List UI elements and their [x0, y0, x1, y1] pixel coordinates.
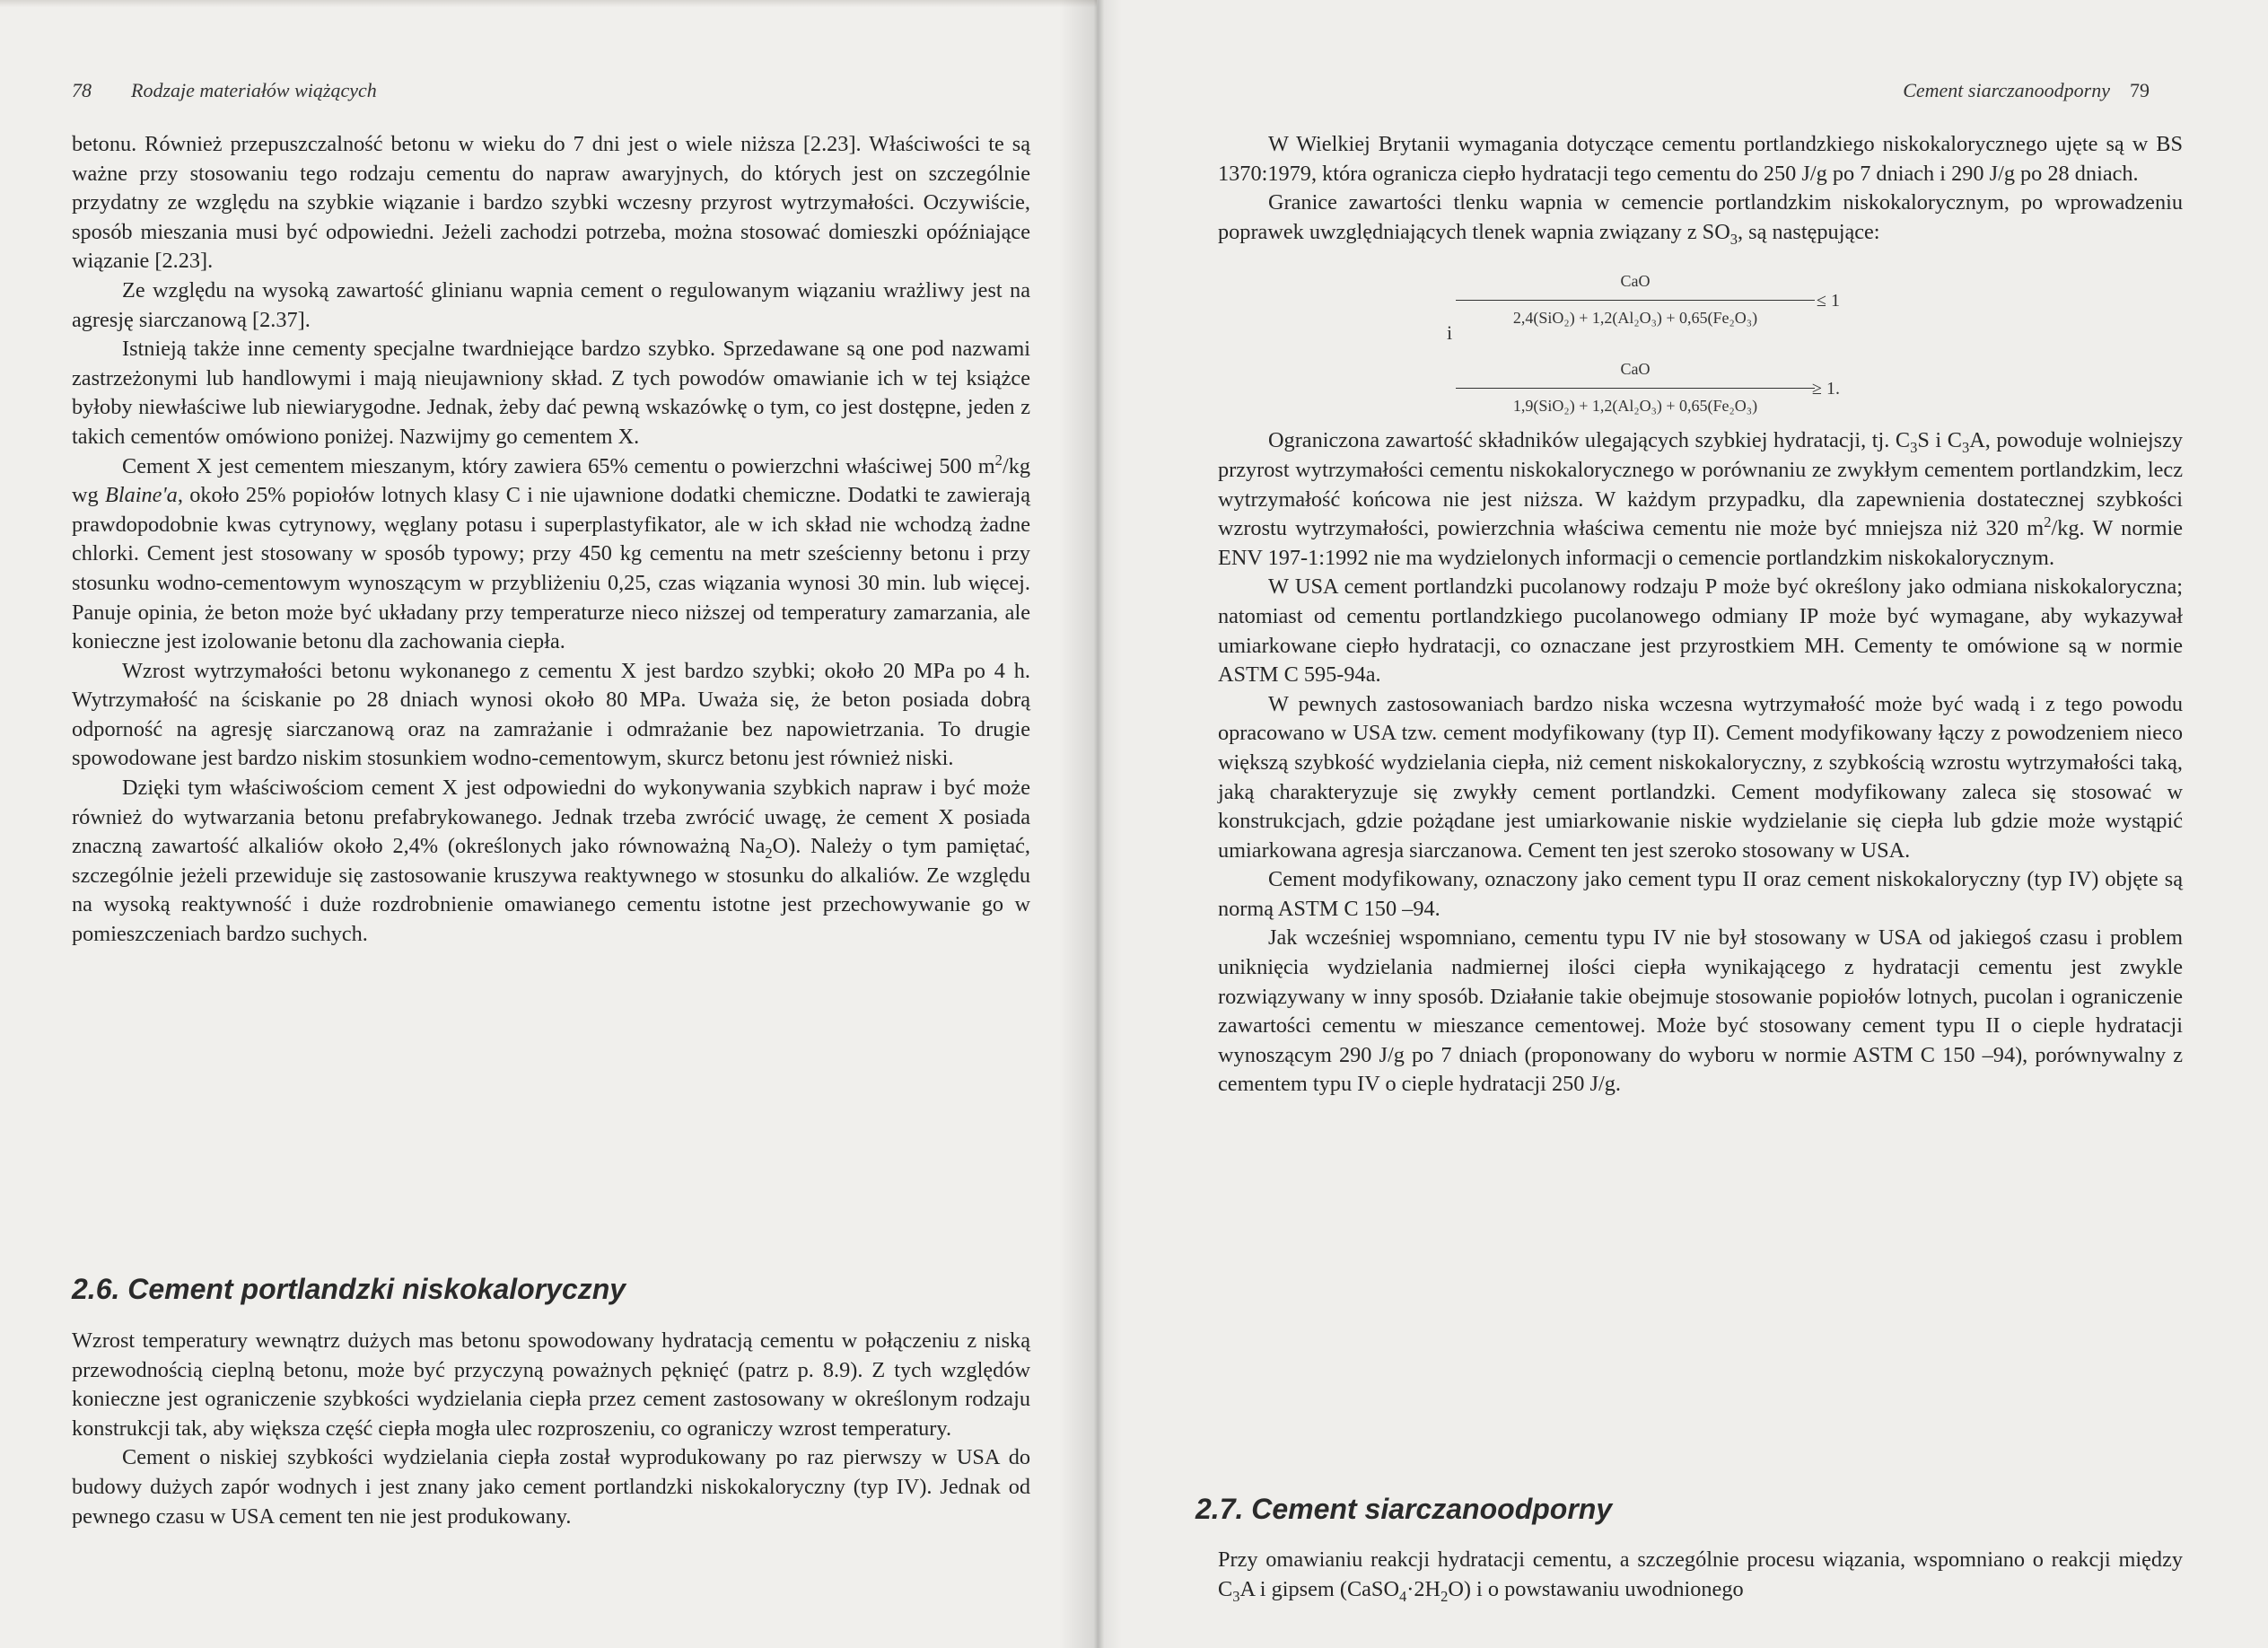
running-head-left [72, 79, 377, 102]
running-head-title-left: Rodzaje materiałów wiążących [131, 79, 377, 101]
right-body-text [1218, 130, 2183, 1100]
paragraph: Istnieją także inne cementy specjalne twardniejące bardzo szybko. Sprzedawane są one pod nazwami zastrzeżonymi lub handlowymi i mają nieujawniony skład. Z tych powodów omawianie ich w tej książce byłoby niewłaściwe lub niewiarygodne. Jednak, żeby dać pewną wskazówkę o tym, co jest dostępne, jeden z takich cementów omówiono poniżej. Nazwijmy go cementem X. [72, 337, 1030, 449]
paragraph: W USA cement portlandzki pucolanowy rodzaju P może być określony jako odmiana niskokaloryczna; natomiast od cementu portlandzkiego pucolanowego odmiany IP może być wymagane, aby wykazywał umiarkowane ciepło hydratacji, co oznaczane jest przyrostkiem MH. Cementy te omówione są w normie ASTM C 595-94a. [1218, 574, 2183, 688]
right-page [1097, 0, 2268, 1648]
formula-denominator: 1,9(SiO₂) + 1,2(Al₂O₃) + 0,65(Fe₂O₃) [1456, 388, 1815, 421]
paragraph: betonu. Również przepuszczalność betonu w wieku do 7 dni jest o wiele niższa [2.23]. Właściwości te są ważne przy stosowaniu tego rodzaju cementu do napraw awaryjnych, do których jest on szczególnie przydatny ze względu na szybkie wiązanie i bardzo szybki wczesny przyrost wytrzymałości. Oczywiście, sposób mieszania musi być odpowiedni. Jeżeli zachodzi potrzeba, można stosować domieszki opóźniające wiązanie [2.23]. [72, 132, 1030, 274]
paragraph: Ze względu na wysoką zawartość glinianu wapnia cement o regulowanym wiązaniu wrażliwy jest na agresję siarczanową [2.37]. [72, 277, 1030, 332]
formula-numerator: CaO [1620, 360, 1651, 379]
formula-fraction-1 [1456, 267, 1840, 332]
page-number-right: 79 [2130, 79, 2150, 101]
formula-block [1218, 247, 2183, 426]
running-head-title-right: Cement siarczanoodporny [1903, 79, 2110, 101]
paragraph: Cement modyfikowany, oznaczony jako cement typu II oraz cement niskokaloryczny (typ IV) objęte są normą ASTM C 150 –94. [1218, 867, 2183, 921]
formula-denominator: 2,4(SiO₂) + 1,2(Al₂O₃) + 0,65(Fe₂O₃) [1456, 300, 1815, 333]
paragraph: Jak wcześniej wspomniano, cementu typu IV nie był stosowany w USA od jakiegoś czasu i problem uniknięcia wydzielania nadmiernej ilości ciepła wynikającego z hydratacji cementu jest zwykle rozwiązywany w inny sposób. Działanie takie obejmuje stosowanie popiołów lotnych, pucolan i ograniczenie zawartości cementu w mieszance cementowej. Może być stosowany cement typu II o cieple hydratacji wynoszącym 290 J/g po 7 dniach (proponowany do wyboru w normie ASTM C 150 –94), porównywalny z cementem typu IV o cieple hydratacji 250 J/g. [1218, 925, 2183, 1097]
paragraph-alkali: Dzięki tym właściwościom cement X jest odpowiedni do wykonywania szybkich napraw i być może również do wytwarzania betonu prefabrykowanego. Jednak trzeba zwrócić uwagę, że cement X posiada znaczną zawartość alkaliów około 2,4% (określonych jako równoważną $Na_2O$). Należy o tym pamiętać, szczególnie jeżeli przewiduje się zastosowanie kruszywa reaktywnego w stosunku do alkaliów. Ze względu na wysoką reaktywność i duże rozdrobnienie omawianego cementu istotne jest przechowywanie go w pomieszczeniach bardzo suchych. [72, 776, 1030, 947]
paragraph-limited: Ograniczona zawartość składników ulegających szybkiej hydratacji, tj. $C_3S$ i $C_3A$, powoduje wolniejszy przyrost wytrzymałości cementu niskokalorycznego w porównaniu ze zwykłym cementem portlandzkim, lecz wytrzymałość końcowa nie jest niższa. W każdym przypadku, dla zapewnienia dostatecznej szybkości wzrostu wytrzymałości, powierzchnia właściwa cementu nie może być mniejsza niż 320 $m^2/kg$. W normie ENV 197-1:1992 nie ma wydzielonych informacji o cemencie portlandzkim niskokalorycznym. [1218, 428, 2184, 570]
paragraph: Cement o niskiej szybkości wydzielania ciepła został wyprodukowany po raz pierwszy w USA do budowy dużych zapór wodnych i jest znany jako cement portlandzki niskokaloryczny (typ IV). Jednak od pewnego czasu w USA cement ten nie jest produkowany. [72, 1445, 1030, 1529]
formula-relation: ≤ 1 [1817, 291, 1840, 311]
paragraph: W Wielkiej Brytanii wymagania dotyczące cementu portlandzkiego niskokalorycznego ujęte są w BS 1370:1979, która ogranicza ciepło hydratacji tego cementu do 250 J/g po 7 dniach i 290 J/g po 28 dniach. [1218, 132, 2183, 186]
paragraph: Wzrost wytrzymałości betonu wykonanego z cementu X jest bardzo szybki; około 20 MPa po 4 h. Wytrzymałość na ściskanie po 28 dniach wynosi około 80 MPa. Uważa się, że beton posiada dobrą odporność na agresję siarczanową oraz na zamrażanie i odmrażanie bez napowietrzania. To drugie spowodowane jest bardzo niskim stosunkiem wodno-cementowym, skurcz betonu jest również niski. [72, 658, 1030, 771]
left-section-text [72, 1327, 1030, 1531]
running-head-right [1903, 79, 2169, 102]
formula-relation: ≥ 1. [1812, 379, 1840, 399]
formula-conjunction: i [1447, 321, 1453, 345]
page-top-edge [0, 0, 1097, 7]
paragraph: Wzrost temperatury wewnątrz dużych mas betonu spowodowany hydratacją cementu w połączeniu z niską przewodnością cieplną betonu, może być przyczyną poważnych pęknięć (patrz p. 8.9). Z tych względów konieczne jest ograniczenie szybkości wydzielania ciepła przez cement zastosowany w określonym rodzaju konstrukcji tak, aby większa część ciepła mogła ulec rozproszeniu, co ograniczy wzrost temperatury. [72, 1328, 1030, 1441]
paragraph-cement-x: Cement X jest cementem mieszanym, który zawiera 65% cementu o powierzchni właściwej 500 $m^2/kg$ wg Blaine'a, około 25% popiołów lotnych klasy C i nie ujawnione dodatki chemiczne. Dodatki te zawierają prawdopodobnie kwas cytrynowy, węglany potasu i superplastyfikator, ale w ich skład nie wchodzą żadne chlorki. Cement jest stosowany w sposób typowy; przy 450 kg cementu na metr sześcienny betonu i przy stosunku wodno-cementowym wynoszącym w przybliżeniu 0,25, czas wiązania wynosi 30 min. lub więcej. Panuje opinia, że beton może być układany przy temperaturze nieco niższej od temperatury zamarzania, ale konieczne jest izolowanie betonu dla zachowania ciepła. [72, 451, 1030, 654]
right-section-text [1218, 1546, 2183, 1604]
section-heading-2-6: 2.6. Cement portlandzki niskokaloryczny [72, 1273, 626, 1305]
paragraph-last: Przy omawianiu reakcji hydratacji cementu, a szczególnie procesu wiązania, wspomniano o reakcji między $C_3A$ i gipsem $(CaSO_4\cdot 2H_2O)$ i o powstawaniu uwodnionego [1218, 1547, 2183, 1605]
section-heading-2-7: 2.7. Cement siarczanoodporny [1195, 1493, 1613, 1525]
left-page [0, 0, 1097, 1648]
formula-numerator: CaO [1620, 272, 1651, 291]
left-body-text [72, 130, 1030, 950]
formula-fraction-2 [1456, 355, 1840, 420]
paragraph: W pewnych zastosowaniach bardzo niska wczesna wytrzymałość może być wadą i z tego powodu opracowano w USA tzw. cement modyfikowany (typ II). Cement modyfikowany łączy z powodzeniem nieco większą szybkość wydzielania ciepła, niż cement niskokaloryczny, z szybkością wzrostu wytrzymałości taką, jaką charakteryzuje się zwykły cement portlandzki. Cement modyfikowany zaleca się stosować w konstrukcjach, gdzie pożądane jest umiarkowanie niskie wydzielanie się ciepła lub gdzie może wystąpić umiarkowana agresja siarczanowa. Cement ten jest szeroko stosowany w USA. [1218, 691, 2183, 863]
page-number-left: 78 [72, 79, 92, 101]
paragraph-limits: Granice zawartości tlenku wapnia w cemencie portlandzkim niskokalorycznym, po wprowadzeniu poprawek uwzględniających tlenek wapnia związany z $SO_3$, są następujące: [1218, 190, 2183, 248]
